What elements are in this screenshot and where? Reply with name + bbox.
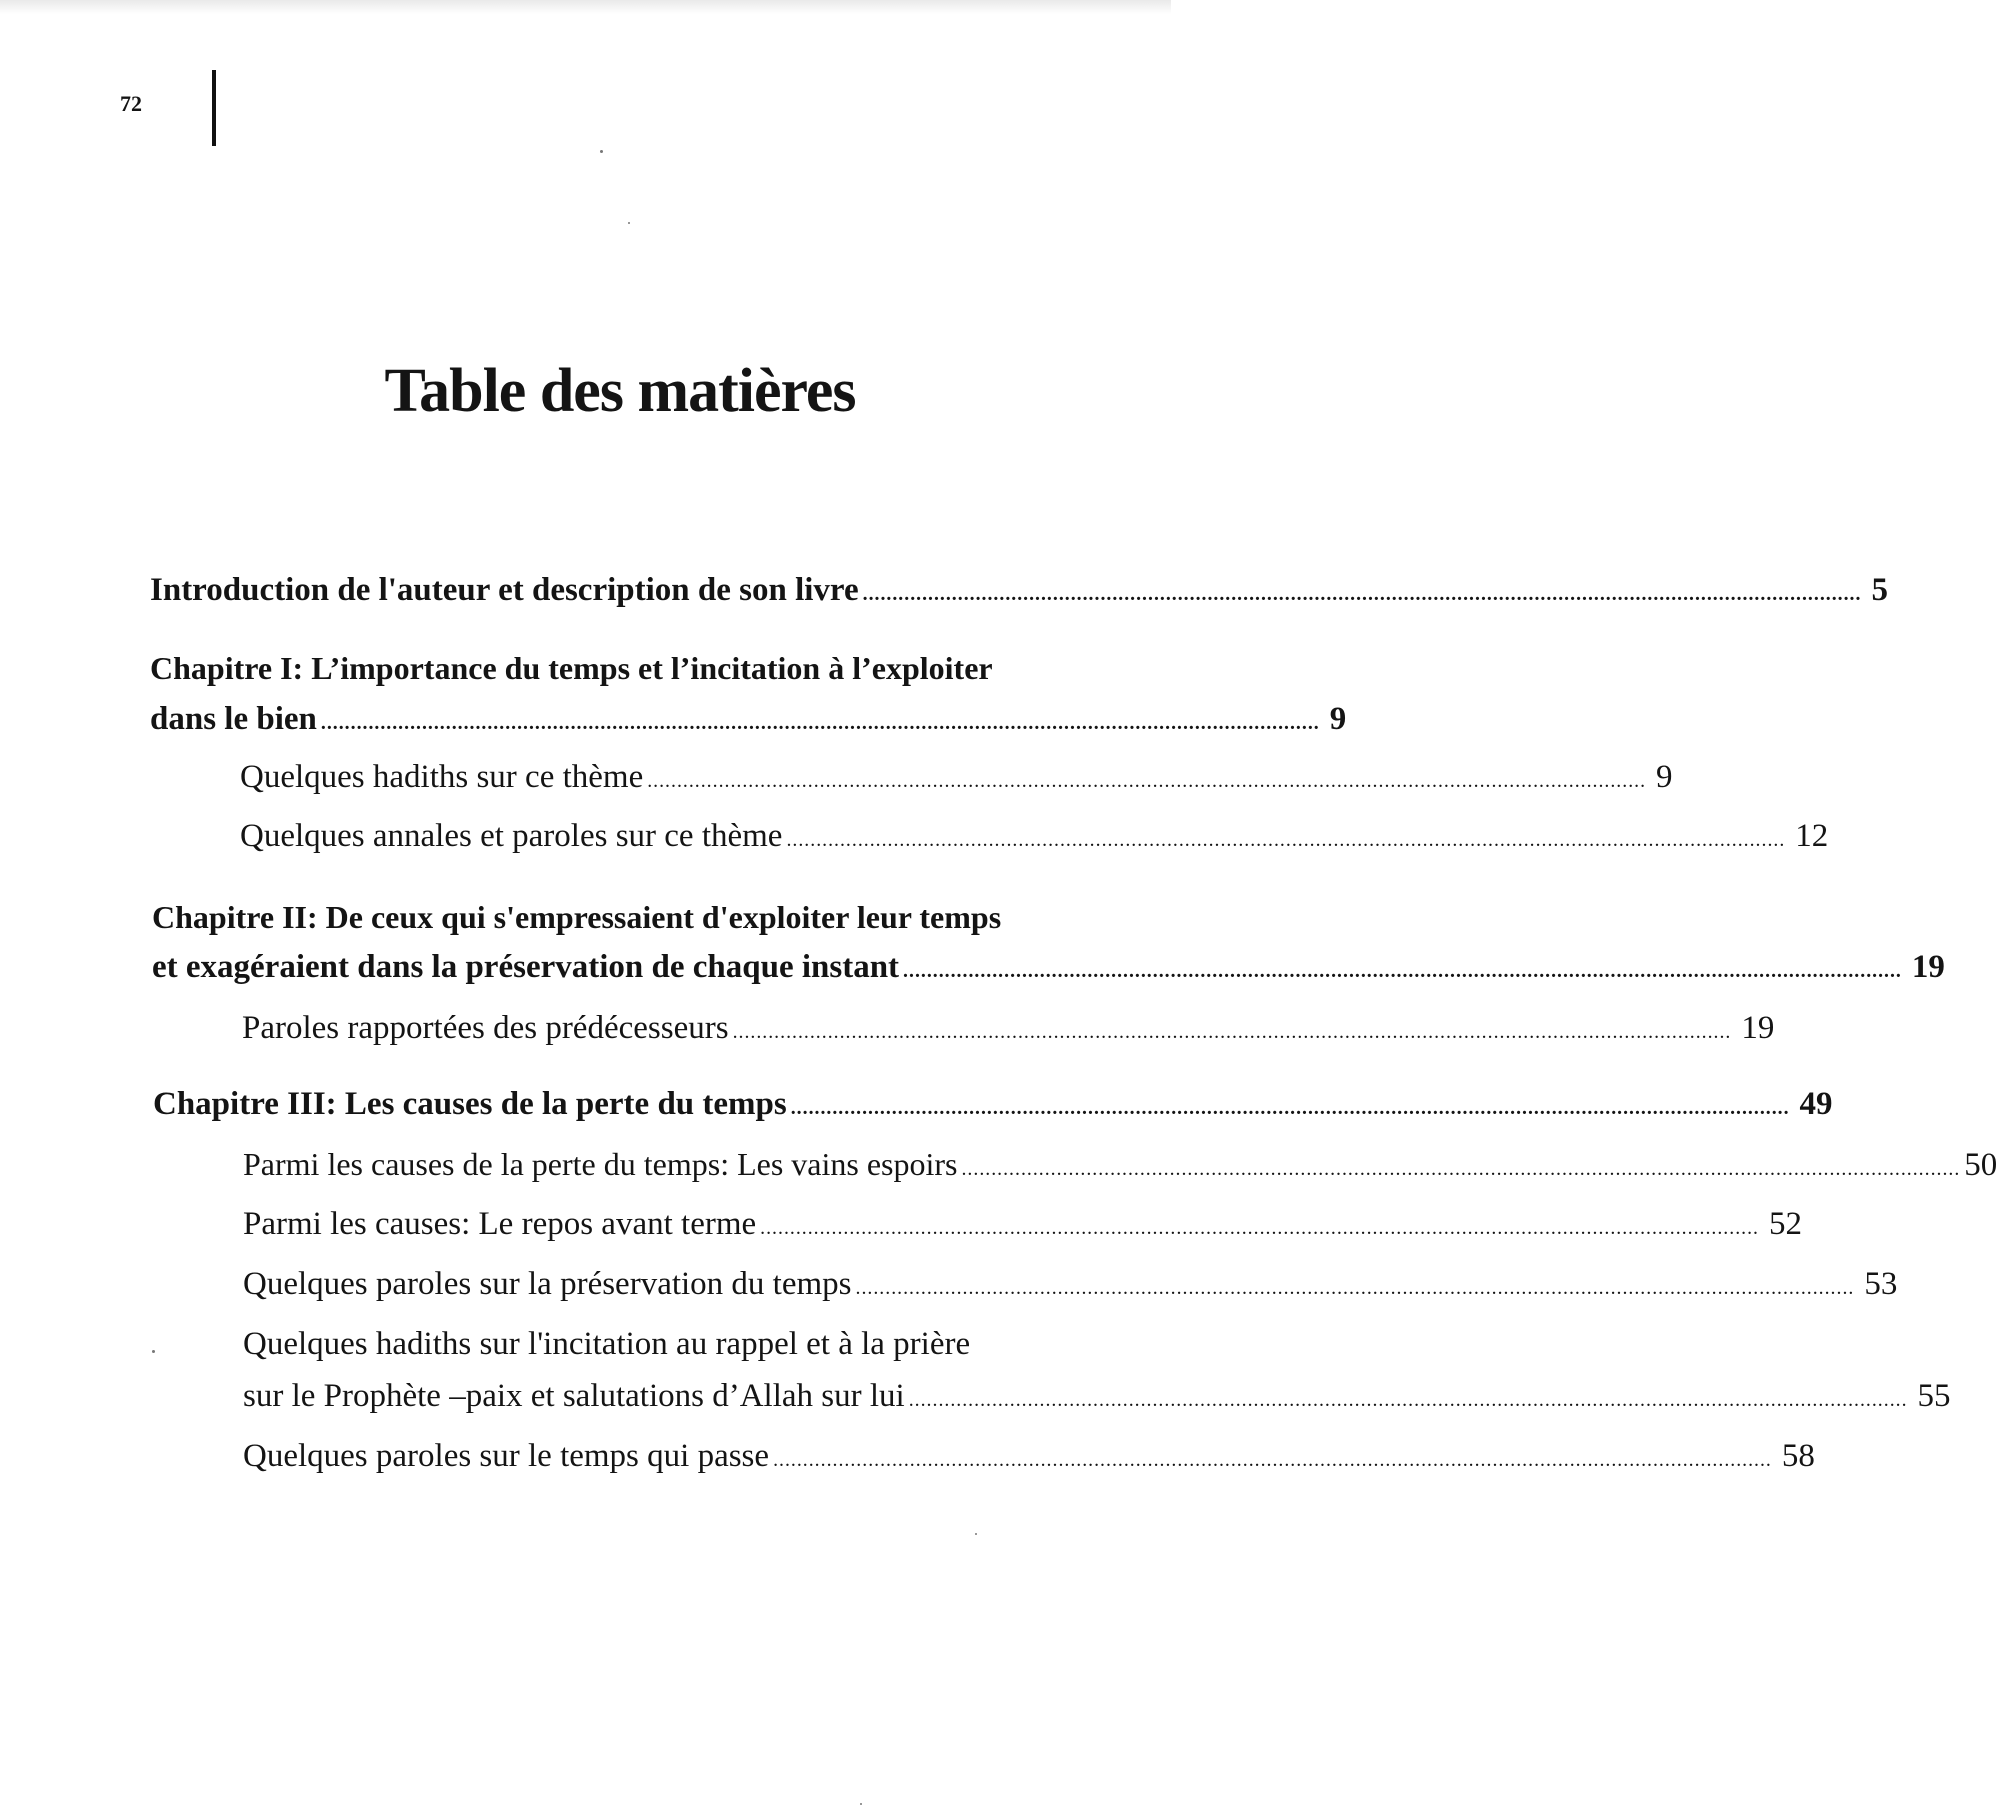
toc-entry-text: Parmi les causes de la perte du temps: Les vains espoirs <box>243 1146 958 1182</box>
dot-leader: ........................................................................................................................................................................ <box>961 1158 1961 1180</box>
toc-entry-text: Quelques paroles sur la préservation du temps <box>243 1266 852 1302</box>
dot-leader: ........................................................................................................................................................................ <box>903 960 1902 982</box>
toc-entry-text: et exagéraient dans la préservation de chaque instant <box>152 949 900 985</box>
toc-entry-text: Parmi les causes: Le repos avant terme <box>243 1206 757 1242</box>
dot-leader: ........................................................................................................................................................................ <box>647 770 1647 792</box>
toc-entry-text: Paroles rapportées des prédécesseurs <box>242 1010 729 1046</box>
toc-entry-paroles-predecesseurs[interactable] <box>242 1010 1775 1046</box>
toc-entry-page: 5 <box>1871 572 1888 608</box>
toc-entry-page: 9 <box>1329 701 1347 737</box>
toc-entry-repos-avant-terme[interactable] <box>243 1206 1802 1242</box>
toc-entry-text: Quelques paroles sur le temps qui passe <box>243 1438 770 1474</box>
toc-entry-text: Quelques annales et paroles sur ce thème <box>240 818 783 854</box>
toc-entry-chapter-2-line1: Chapitre II: De ceux qui s'empressaient d'exploiter leur temps <box>152 899 1002 935</box>
dot-leader: ........................................................................................................................................................................ <box>732 1021 1732 1043</box>
page-title: Table des matières <box>384 357 856 425</box>
toc-entry-hadiths-rappel-line1: Quelques hadiths sur l'incitation au rappel et à la prière <box>243 1326 971 1362</box>
dot-leader: ........................................................................................................................................................................ <box>908 1389 1908 1411</box>
scan-speck <box>860 1803 862 1805</box>
toc-entry-text: Quelques hadiths sur ce thème <box>240 759 644 795</box>
toc-entry-vains-espoirs[interactable] <box>243 1146 1997 1183</box>
toc-entry-hadiths-theme[interactable] <box>240 759 1673 795</box>
toc-entry-chapter-1[interactable] <box>150 701 1347 737</box>
toc-entry-text: sur le Prophète –paix et salutations d’Allah sur lui <box>243 1378 905 1414</box>
toc-entry-page: 52 <box>1768 1206 1802 1242</box>
toc-entry-page: 50 <box>1964 1147 1997 1183</box>
toc-entry-text: dans le bien <box>150 701 317 737</box>
scan-speck <box>628 222 630 224</box>
toc-entry-page: 19 <box>1741 1010 1775 1046</box>
dot-leader: ........................................................................................................................................................................ <box>320 712 1320 734</box>
scan-top-shadow <box>0 0 1171 14</box>
toc-entry-temps-qui-passe[interactable] <box>243 1438 1815 1474</box>
page-number: 72 <box>120 91 142 116</box>
header-vertical-rule <box>212 70 216 146</box>
dot-leader: ........................................................................................................................................................................ <box>790 1097 1790 1119</box>
toc-entry-preservation-temps[interactable] <box>243 1266 1898 1302</box>
toc-entry-page: 19 <box>1911 949 1945 985</box>
dot-leader: ........................................................................................................................................................................ <box>760 1217 1759 1239</box>
toc-entry-page: 9 <box>1656 759 1673 795</box>
dot-leader: ........................................................................................................................................................................ <box>855 1277 1855 1299</box>
toc-entry-annales-theme[interactable] <box>240 818 1829 854</box>
toc-entry-page: 58 <box>1781 1438 1815 1474</box>
toc-entry-hadiths-rappel[interactable] <box>243 1378 1951 1414</box>
toc-entry-chapter-1-line1: Chapitre I: L’importance du temps et l’incitation à l’exploiter <box>150 650 993 686</box>
toc-entry-page: 12 <box>1795 818 1829 854</box>
toc-entry-page: 55 <box>1917 1378 1951 1414</box>
scan-speck <box>152 1350 155 1353</box>
toc-entry-page: 53 <box>1864 1266 1898 1302</box>
toc-entry-chapter-3[interactable] <box>153 1086 1833 1122</box>
dot-leader: ........................................................................................................................................................................ <box>773 1449 1772 1471</box>
toc-entry-page: 49 <box>1799 1086 1833 1122</box>
toc-entry-text: Introduction de l'auteur et description de son livre <box>150 572 859 608</box>
toc-entry-introduction[interactable] <box>150 572 1888 608</box>
scan-speck <box>600 150 603 153</box>
dot-leader: ........................................................................................................................................................................ <box>862 583 1862 605</box>
toc-entry-chapter-2[interactable] <box>152 949 1945 985</box>
toc-entry-text: Chapitre III: Les causes de la perte du temps <box>153 1086 787 1122</box>
dot-leader: ........................................................................................................................................................................ <box>786 829 1786 851</box>
scan-speck <box>975 1533 977 1535</box>
